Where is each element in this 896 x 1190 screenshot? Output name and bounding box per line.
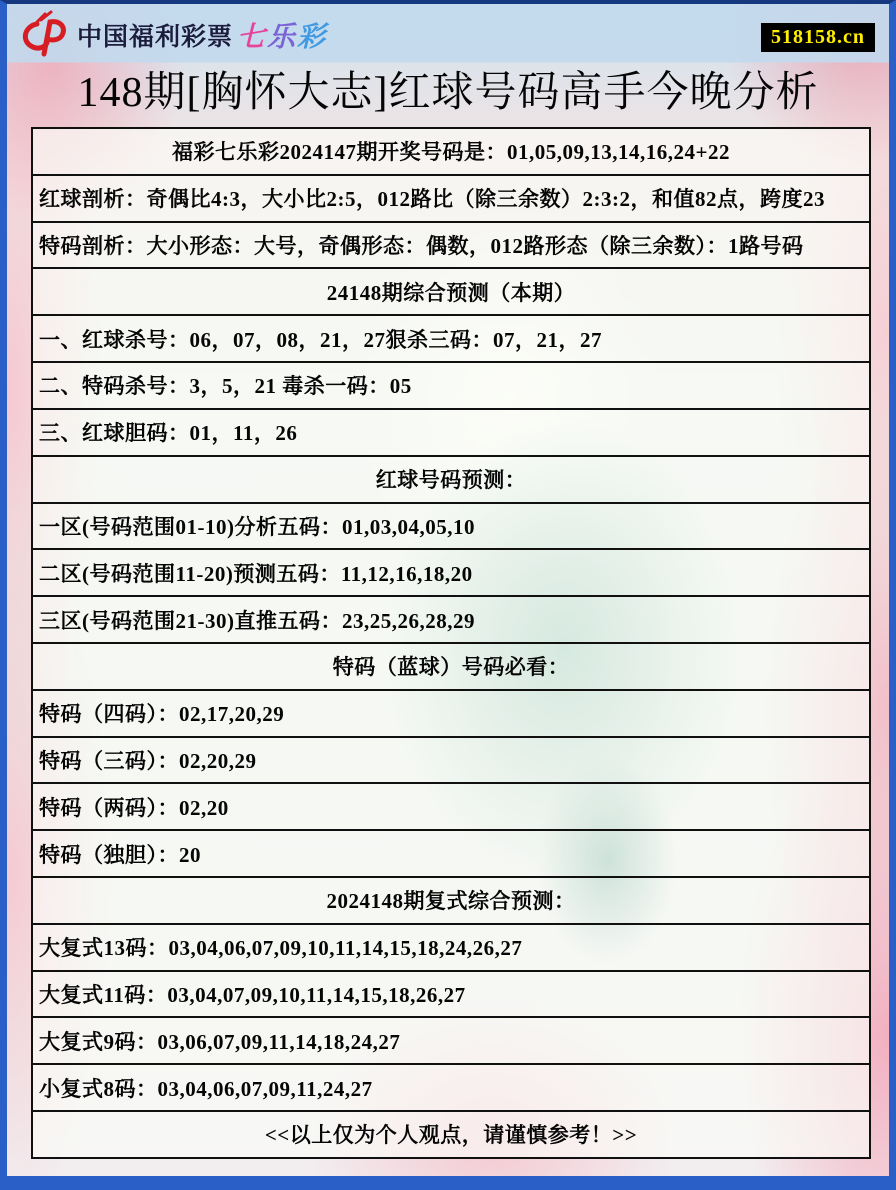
table-row-special-kill: 二、特码杀号：3，5，21 毒杀一码：05 bbox=[33, 363, 869, 410]
site-header bbox=[17, 8, 327, 62]
table-row-complex-13: 大复式13码：03,04,06,07,09,10,11,14,15,18,24,26,27 bbox=[33, 925, 869, 972]
section-header-row: 特码（蓝球）号码必看： bbox=[33, 644, 869, 691]
table-row-zone1: 一区(号码范围01-10)分析五码：01,03,04,05,10 bbox=[33, 504, 869, 551]
table-row-complex-8: 小复式8码：03,04,06,07,09,11,24,27 bbox=[33, 1065, 869, 1112]
table-row-special-1: 特码（独胆）：20 bbox=[33, 831, 869, 878]
table-row-special-3: 特码（三码）：02,20,29 bbox=[33, 738, 869, 785]
logo-brand-text: 中国福利彩票 bbox=[77, 23, 234, 51]
section-header-row: 2024148期复式综合预测： bbox=[33, 878, 869, 925]
logo-product-text: 七乐彩 bbox=[237, 21, 328, 52]
prediction-table bbox=[31, 127, 871, 1159]
section-header-row: 24148期综合预测（本期） bbox=[33, 269, 869, 316]
table-row-red-analysis: 红球剖析：奇偶比4:3，大小比2:5，012路比（除三余数）2:3:2，和值82点，跨度23 bbox=[33, 176, 869, 223]
page-background bbox=[7, 4, 889, 1176]
table-row-complex-9: 大复式9码：03,06,07,09,11,14,18,24,27 bbox=[33, 1018, 869, 1065]
page-title: 148期[胸怀大志]红球号码高手今晚分析 bbox=[77, 70, 819, 116]
table-row-disclaimer: <<以上仅为个人观点，请谨慎参考！>> bbox=[33, 1112, 869, 1157]
table-row-complex-11: 大复式11码：03,04,07,09,10,11,14,15,18,26,27 bbox=[33, 972, 869, 1019]
section-header-row: 红球号码预测： bbox=[33, 457, 869, 504]
table-row-red-kill: 一、红球杀号：06，07，08，21，27狠杀三码：07，21，27 bbox=[33, 316, 869, 363]
table-row-special-4: 特码（四码）：02,17,20,29 bbox=[33, 691, 869, 738]
table-row-red-dan: 三、红球胆码：01，11，26 bbox=[33, 410, 869, 457]
table-row-zone3: 三区(号码范围21-30)直推五码：23,25,26,28,29 bbox=[33, 597, 869, 644]
table-row-special-analysis: 特码剖析：大小形态：大号，奇偶形态：偶数，012路形态（除三余数）：1路号码 bbox=[33, 223, 869, 270]
china-welfare-lottery-logo-icon bbox=[17, 10, 69, 60]
table-row-draw-result: 福彩七乐彩2024147期开奖号码是：01,05,09,13,14,16,24+22 bbox=[33, 129, 869, 176]
table-row-zone2: 二区(号码范围11-20)预测五码：11,12,16,18,20 bbox=[33, 550, 869, 597]
table-row-special-2: 特码（两码）：02,20 bbox=[33, 784, 869, 831]
site-url-badge: 518158.cn bbox=[761, 23, 875, 52]
